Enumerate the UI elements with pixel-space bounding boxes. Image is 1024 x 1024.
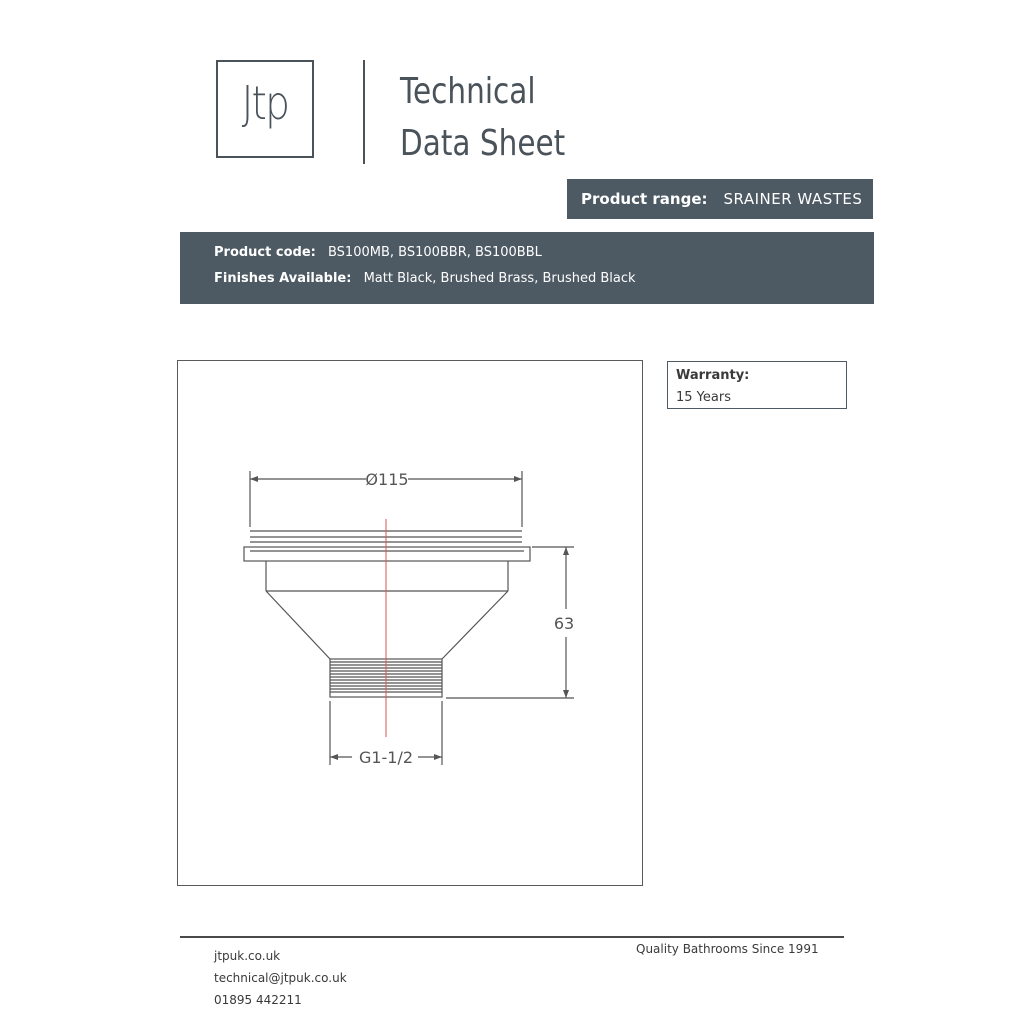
phone-number: 01895 442211 xyxy=(214,993,302,1007)
technical-drawing xyxy=(177,360,643,886)
product-code-row xyxy=(214,240,874,266)
arrow-height-bottom xyxy=(563,690,569,698)
product-info-bar xyxy=(180,232,874,304)
product-code-value: BS100MB, BS100BBR, BS100BBL xyxy=(327,245,542,260)
warranty-label: Warranty: xyxy=(676,368,750,383)
jtp-logo xyxy=(216,60,314,158)
logo-text: Jtp xyxy=(241,76,289,130)
footer-divider xyxy=(180,936,844,938)
thread-dimension-text: G1-1/2 xyxy=(358,748,414,767)
cone-right xyxy=(442,591,508,659)
cone-left xyxy=(266,591,330,659)
website-link[interactable]: jtpuk.co.uk xyxy=(214,949,281,963)
height-dimension-text: 63 xyxy=(553,614,575,633)
arrow-diameter-left xyxy=(250,476,258,482)
finishes-value: Matt Black, Brushed Brass, Brushed Black xyxy=(363,271,636,286)
product-range-value: SRAINER WASTES xyxy=(723,190,863,208)
diameter-dimension-text: Ø115 xyxy=(365,470,409,489)
product-range-bar xyxy=(567,179,873,219)
finishes-row xyxy=(214,266,874,292)
title-line-1: Technical xyxy=(400,71,536,112)
header-divider xyxy=(363,60,365,164)
flange xyxy=(244,547,530,561)
email-link[interactable]: technical@jtpuk.co.uk xyxy=(214,971,347,985)
contact-details xyxy=(214,945,347,1011)
arrow-diameter-right xyxy=(514,476,522,482)
arrow-height-top xyxy=(563,547,569,555)
title-line-2: Data Sheet xyxy=(400,123,566,164)
product-code-label: Product code: xyxy=(214,245,316,260)
arrow-thread-right xyxy=(434,754,442,760)
finishes-label: Finishes Available: xyxy=(214,271,352,286)
arrow-thread-left xyxy=(330,754,338,760)
warranty-box xyxy=(667,361,847,409)
document-title xyxy=(400,66,565,170)
product-range-label: Product range: xyxy=(581,190,708,208)
strainer-waste-drawing xyxy=(178,361,644,887)
warranty-value: 15 Years xyxy=(676,390,731,405)
company-tagline: Quality Bathrooms Since 1991 xyxy=(636,942,819,956)
